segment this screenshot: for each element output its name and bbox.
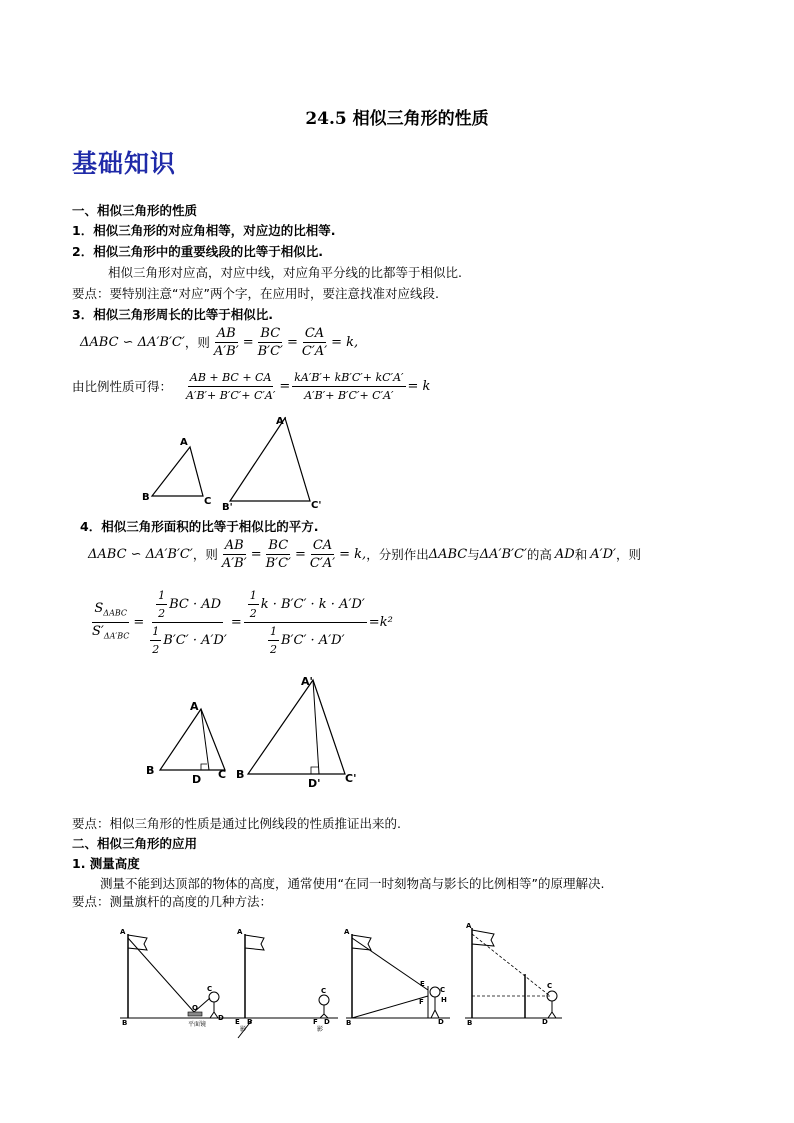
property-2-detail: 相似三角形对应高，对应中线，对应角平分线的比都等于相似比.: [108, 265, 462, 280]
perimeter-proportion-formula: 由比例性质可得： $\frac{AB + BC + CA}{A'B'+ B'C'+ C'A'}$ = $\frac{kA'B'+ kB'C'+ kC'A'}{A'B'+ B'C'+ C'A'}$ = k: [72, 371, 431, 402]
triangle-abc: [160, 709, 225, 770]
svg-text:B: B: [467, 1019, 473, 1027]
fraction-ca: $\frac{CA}{C'A'}$: [301, 326, 328, 359]
property-2: 2．相似三角形中的重要线段的比等于相似比.: [72, 244, 323, 259]
part1-heading: 一、相似三角形的性质: [72, 203, 198, 218]
svg-text:平面镜: 平面镜: [188, 1021, 207, 1028]
triangle-abc: [152, 447, 203, 496]
similar-triangles-heights-figure: [140, 670, 380, 792]
property-4: 4．相似三角形面积的比等于相似比的平方.: [80, 519, 319, 534]
similar-statement: ΔABC ∽ ΔA′B′C′: [80, 334, 185, 350]
perimeter-ratio-formula: ΔABC ∽ ΔA′B′C′ ，则 $\frac{AB}{A'B'}$ = $\frac{BC}{B'C'}$ = $\frac{CA}{C'A'}$ = k,: [80, 326, 359, 359]
flagpole-shadow-method: [235, 928, 338, 1038]
svg-text:B: B: [122, 1019, 128, 1027]
svg-text:D: D: [218, 1014, 224, 1022]
area-statement: ΔABC ∽ ΔA′B′C′ ，则 $\frac{AB}{A'B'}$ = $\frac{BC}{B'C'}$ = $\frac{CA}{C'A'}$ = k, ，分别作出 ΔABC 与 ΔA′B′C′ 的高 AD 和 A′D′ ，则: [88, 538, 641, 571]
fraction-perimeter-2: $\frac{kA'B'+ kB'C'+ kC'A'}{A'B'+ B'C'+ C'A'}$: [294, 371, 404, 402]
svg-text:C: C: [207, 985, 213, 993]
svg-text:E: E: [235, 1018, 240, 1026]
fraction-perimeter-1: $\frac{AB + BC + CA}{A'B'+ B'C'+ C'A'}$: [186, 371, 276, 402]
triangle-abc-prime: [248, 680, 345, 774]
note-1: 要点：要特别注意“对应”两个字，在应用时，要注意找准对应线段.: [72, 286, 439, 301]
flagpole-methods-figure: [110, 920, 580, 1045]
svg-text:B: B: [247, 1018, 253, 1026]
svg-text:C: C: [547, 982, 553, 990]
label-a-prime: A': [276, 416, 287, 427]
triangle-abc-prime: [230, 418, 310, 501]
svg-text:A: A: [466, 922, 472, 930]
right-angle-mark-prime: [311, 767, 319, 774]
label-a: A: [180, 437, 188, 448]
property-3: 3．相似三角形周长的比等于相似比.: [72, 307, 273, 322]
area-ratio-formula: $\frac{S_{\Delta ABC}}{S'_{\Delta A'BC}}$ = $\frac{1}{2}$ BC · AD $\frac{1}{2}$ B′C′ · A′D′ = $\frac{1}{2}$ k · B′C′ · k · A′D′ $\frac{1}{2}$ B′C′ · A′D′ =k²: [92, 589, 393, 656]
label-a: A: [190, 700, 199, 713]
svg-text:影: 影: [317, 1026, 324, 1033]
label-a-prime: A': [301, 675, 313, 688]
label-c: C: [218, 768, 227, 781]
svg-text:C: C: [321, 987, 327, 995]
area-fraction-2: $\frac{1}{2}$ k · B′C′ · k · A′D′ $\frac{1}{2}$ B′C′ · A′D′: [244, 588, 367, 657]
proportion-label: 由比例性质可得：: [72, 378, 173, 394]
label-b: B: [146, 764, 155, 777]
property-1: 1．相似三角形的对应角相等，对应边的比相等.: [72, 223, 336, 238]
part2-heading: 二、相似三角形的应用: [72, 836, 198, 851]
note-2: 要点：相似三角形的性质是通过比例线段的性质推证出来的.: [72, 816, 401, 831]
label-b-prime: B: [236, 768, 245, 781]
label-c-prime: C': [311, 500, 322, 511]
fraction-ab: $\frac{AB}{A'B'}$: [213, 326, 239, 359]
measure-height-detail: 测量不能到达顶部的物体的高度，通常使用“在同一时刻物高与影长的比例相等”的原理解决.: [100, 876, 605, 891]
svg-text:F: F: [419, 998, 424, 1006]
svg-text:D: D: [324, 1018, 330, 1026]
svg-text:D: D: [438, 1018, 444, 1026]
flagpole-mirror-method: [120, 928, 240, 1028]
right-angle-mark: [201, 764, 207, 770]
svg-text:E: E: [420, 980, 425, 988]
note-3: 要点：测量旗杆的高度的几种方法：: [72, 894, 273, 909]
svg-text:A: A: [237, 928, 243, 936]
svg-text:F: F: [313, 1018, 318, 1026]
similar-triangles-figure: [130, 410, 340, 515]
section-title: 基础知识: [72, 149, 177, 178]
then-text: ，则: [184, 334, 210, 350]
svg-text:影: 影: [240, 1026, 247, 1033]
page-title: 24.5 相似三角形的性质: [305, 109, 489, 129]
measure-height-heading: 1. 测量高度: [72, 856, 140, 871]
label-b: B: [142, 492, 150, 503]
svg-text:C: C: [440, 986, 446, 994]
area-ratio-fraction: $\frac{S_{\Delta ABC}}{S'_{\Delta A'BC}}$: [92, 601, 130, 641]
label-c: C: [204, 496, 212, 507]
svg-text:D: D: [542, 1018, 548, 1026]
svg-text:A: A: [344, 928, 350, 936]
area-fraction-1: $\frac{1}{2}$ BC · AD $\frac{1}{2}$ B′C′ · A′D′: [152, 589, 227, 656]
label-d-prime: D': [308, 777, 321, 790]
flagpole-pole-method: [465, 922, 562, 1027]
svg-text:O: O: [192, 1004, 198, 1012]
svg-text:A: A: [120, 928, 126, 936]
svg-text:B: B: [346, 1019, 352, 1027]
label-c-prime: C': [345, 772, 357, 785]
svg-text:H: H: [441, 996, 447, 1004]
label-b-prime: B': [222, 502, 233, 513]
label-d: D: [192, 773, 202, 786]
fraction-bc: $\frac{BC}{B'C'}$: [257, 326, 283, 359]
flagpole-sighting-method: [344, 928, 450, 1027]
